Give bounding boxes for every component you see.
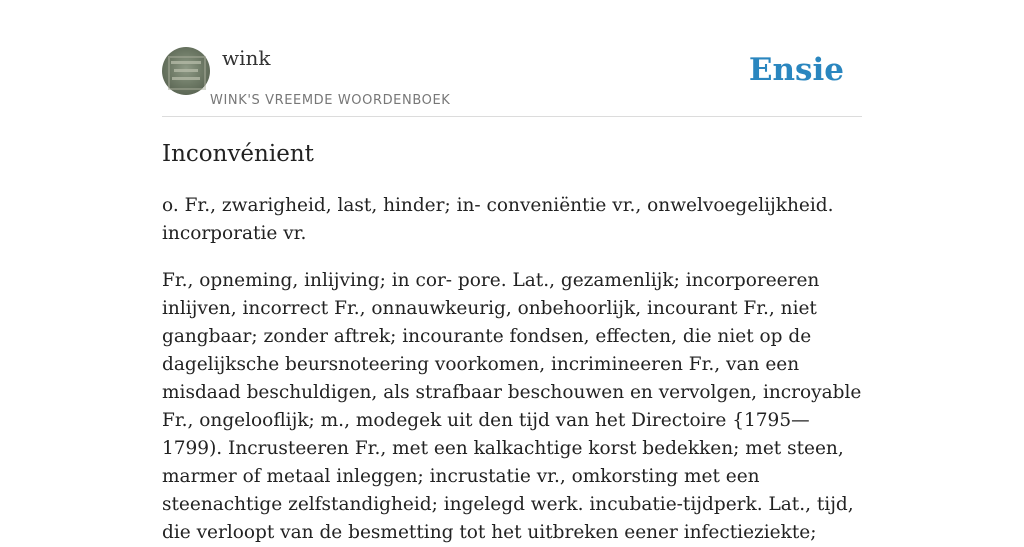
avatar[interactable]	[162, 47, 210, 95]
entry-paragraph: o. Fr., zwarigheid, last, hinder; in- conveniëntie vr., onwelvoegelijkheid. incorporatie vr.	[162, 195, 834, 244]
header	[162, 0, 862, 117]
avatar-detail	[171, 61, 201, 64]
ensie-logo[interactable]: Ensie	[748, 52, 844, 88]
entry-title: Inconvénient	[162, 141, 314, 167]
dictionary-name-link[interactable]: WINK'S VREEMDE WOORDENBOEK	[210, 93, 451, 108]
avatar-detail	[172, 77, 200, 80]
entry-paragraph: Fr., opneming, inlijving; in cor- pore. Lat., gezamenlijk; incorporeeren inlijven, incorrect Fr., onnauwkeurig, onbehoorlijk, incourant Fr., niet gangbaar; zonder aftrek; incourante fondsen, effecten, die niet op de dagelijksche beursnoteering voorkomen, incrimineeren Fr., van een misdaad beschuldigen, als strafbaar beschouwen en vervolgen, incroyable Fr., ongelooflijk; m., modegek uit den tijd van het Directoire {1795—1799). Incrusteeren Fr., met een kalkachtige korst bedekken; met steen, marmer of metaal inleggen; incrustatie vr., omkorsting met een steenachtige zelfstandigheid; ingelegd werk. incubatie-tijdperk. Lat., tijd, die verloopt van de besmetting tot het uitbreken eener infectieziekte;	[162, 270, 862, 543]
username-link[interactable]: wink	[222, 46, 271, 70]
avatar-detail	[174, 69, 198, 72]
